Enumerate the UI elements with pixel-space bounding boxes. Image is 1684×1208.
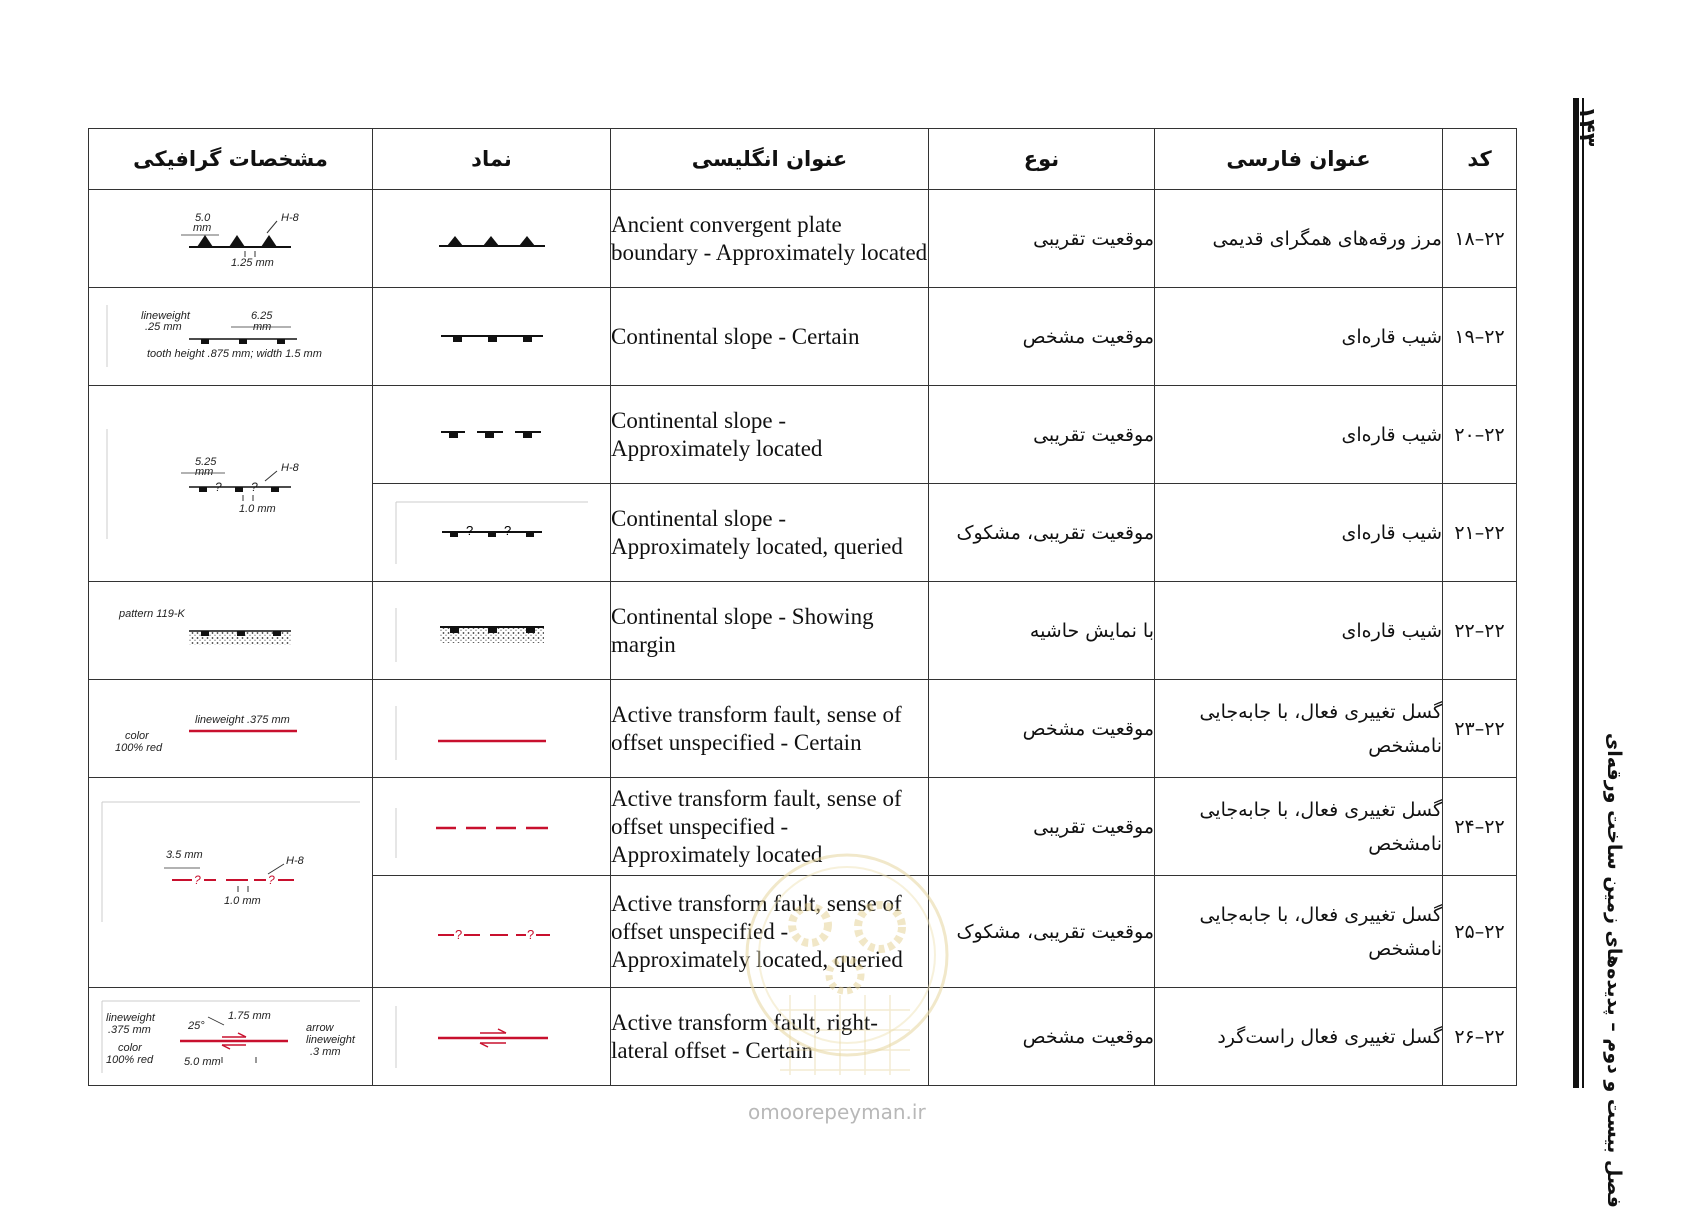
symbol-continental-slope-approx	[437, 420, 547, 450]
type-cell: موقعیت تقریبی	[929, 778, 1155, 876]
spec-label: 5.0	[194, 211, 210, 224]
query-mark: ?	[214, 479, 222, 494]
spec-label: .3 mm	[309, 1045, 341, 1058]
header-symbol: نماد	[373, 129, 611, 190]
table-row	[89, 778, 1517, 876]
table-row	[89, 288, 1517, 386]
spec-label: 6.25	[250, 309, 272, 322]
table-row	[89, 988, 1517, 1086]
spec-label: 1.0 mm	[238, 502, 276, 515]
graphic-spec	[89, 988, 373, 1086]
spec-label: H-8	[285, 854, 304, 867]
symbol-cell	[373, 484, 611, 582]
type-cell: با نمایش حاشیه	[929, 582, 1155, 680]
persian-title: گسل تغییری فعال، با جابه‌جایی نامشخص	[1155, 778, 1443, 876]
symbol-cell	[373, 386, 611, 484]
persian-title: مرز ورقه‌های همگرای قدیمی	[1155, 190, 1443, 288]
persian-title: شیب قاره‌ای	[1155, 386, 1443, 484]
header-en-title: عنوان انگلیسی	[611, 129, 929, 190]
spec-label: arrow	[305, 1021, 334, 1034]
spec-label: 1.75 mm	[227, 1009, 271, 1022]
type-cell: موقعیت تقریبی، مشکوک	[929, 484, 1155, 582]
graphic-spec	[89, 582, 373, 680]
spec-label: color	[124, 729, 149, 742]
english-title: Continental slope - Showing margin	[611, 582, 929, 680]
spec-label: 100% red	[114, 741, 162, 754]
spec-label: lineweight	[105, 1011, 155, 1024]
symbol-transform-fault-right-lateral	[392, 1002, 592, 1072]
query-mark: ?	[503, 522, 511, 538]
symbol-transform-fault-certain	[392, 694, 592, 764]
page-number: ۱۴۳	[1574, 106, 1599, 147]
spec-diagram-23	[101, 689, 361, 769]
code-cell: ۲۲–۲۰	[1443, 386, 1517, 484]
code-cell: ۲۲–۲۲	[1443, 582, 1517, 680]
spec-label: 25°	[187, 1019, 205, 1032]
symbol-transform-fault-queried	[392, 897, 592, 967]
code-cell: ۲۲–۲۱	[1443, 484, 1517, 582]
spec-label: 1.25 mm	[230, 256, 274, 269]
table-row	[89, 190, 1517, 288]
code-cell: ۲۲–۲۵	[1443, 876, 1517, 988]
symbol-continental-slope-certain	[437, 322, 547, 352]
header-spec: مشخصات گرافیکی	[89, 129, 373, 190]
spec-diagram-22	[101, 591, 361, 671]
persian-title: گسل تغییری فعال راست‌گرد	[1155, 988, 1443, 1086]
code-cell: ۲۲–۱۸	[1443, 190, 1517, 288]
table-row	[89, 680, 1517, 778]
table-header-row	[89, 129, 1517, 190]
code-cell: ۲۲–۲۳	[1443, 680, 1517, 778]
type-cell: موقعیت تقریبی	[929, 386, 1155, 484]
spec-label: mm	[252, 320, 271, 333]
persian-title: شیب قاره‌ای	[1155, 484, 1443, 582]
spec-label: 5.0 mm	[183, 1055, 221, 1068]
query-mark: ?	[193, 872, 201, 887]
header-code: کد	[1443, 129, 1517, 190]
spec-label: lineweight	[140, 309, 190, 322]
symbol-transform-fault-approx	[392, 792, 592, 862]
query-mark: ?	[526, 926, 534, 942]
spec-label: 100% red	[105, 1053, 153, 1066]
code-cell: ۲۲–۲۶	[1443, 988, 1517, 1086]
site-watermark: omoorepeyman.ir	[748, 1100, 926, 1124]
spec-diagram-19	[101, 297, 361, 377]
persian-title: شیب قاره‌ای	[1155, 288, 1443, 386]
query-mark: ?	[250, 479, 258, 494]
english-title: Continental slope - Approximately located, queried	[611, 484, 929, 582]
spec-diagram-24-25	[96, 788, 366, 978]
margin-rule-thin	[1582, 98, 1584, 1088]
english-title: Active transform fault, sense of offset unspecified - Approximately located	[611, 778, 929, 876]
symbol-cell	[373, 190, 611, 288]
header-type: نوع	[929, 129, 1155, 190]
symbol-cell	[373, 778, 611, 876]
spec-label: 1.0 mm	[223, 894, 261, 907]
english-title: Ancient convergent plate boundary - Approximately located	[611, 190, 929, 288]
spec-diagram-26	[96, 997, 366, 1077]
type-cell: موقعیت مشخص	[929, 680, 1155, 778]
spec-label: .375 mm	[107, 1023, 151, 1036]
graphic-spec	[89, 288, 373, 386]
graphic-spec	[89, 386, 373, 582]
persian-title: گسل تغییری فعال، با جابه‌جایی نامشخص	[1155, 680, 1443, 778]
english-title: Continental slope - Certain	[611, 288, 929, 386]
symbol-cell	[373, 876, 611, 988]
query-mark: ?	[465, 522, 473, 538]
symbol-cell	[373, 680, 611, 778]
symbol-cell	[373, 288, 611, 386]
persian-title: گسل تغییری فعال، با جابه‌جایی نامشخص	[1155, 876, 1443, 988]
english-title: Continental slope - Approximately located	[611, 386, 929, 484]
spec-label: 3.5 mm	[165, 848, 203, 861]
symbol-ancient-convergent	[437, 224, 547, 254]
english-title: Active transform fault, sense of offset unspecified - Certain	[611, 680, 929, 778]
page-margin	[1569, 98, 1649, 1208]
graphic-spec	[89, 778, 373, 988]
symbol-cell	[373, 582, 611, 680]
spec-label: 5.25	[194, 455, 216, 468]
type-cell: موقعیت تقریبی، مشکوک	[929, 876, 1155, 988]
type-cell: موقعیت مشخص	[929, 988, 1155, 1086]
english-title: Active transform fault, sense of offset unspecified - Approximately located, queried	[611, 876, 929, 988]
spec-diagram-18	[101, 199, 361, 279]
symbol-continental-slope-margin	[392, 596, 592, 666]
query-mark: ?	[454, 926, 462, 942]
spec-label: .25 mm	[144, 320, 182, 333]
margin-rule-thick	[1573, 98, 1579, 1088]
symbol-continental-slope-queried	[392, 498, 592, 568]
header-fa-title: عنوان فارسی	[1155, 129, 1443, 190]
type-cell: موقعیت مشخص	[929, 288, 1155, 386]
graphic-spec	[89, 680, 373, 778]
spec-label: mm	[194, 465, 213, 478]
graphic-spec	[89, 190, 373, 288]
table-row	[89, 582, 1517, 680]
spec-label: H-8	[280, 211, 299, 224]
type-cell: موقعیت تقریبی	[929, 190, 1155, 288]
spec-label: tooth height .875 mm; width 1.5 mm	[146, 347, 322, 360]
spec-label: pattern 119-K	[118, 607, 185, 620]
spec-label: lineweight	[305, 1033, 355, 1046]
code-cell: ۲۲–۲۴	[1443, 778, 1517, 876]
table-row	[89, 386, 1517, 484]
persian-title: شیب قاره‌ای	[1155, 582, 1443, 680]
symbol-cell	[373, 988, 611, 1086]
spec-diagram-20-21	[101, 409, 361, 559]
spec-label: color	[117, 1041, 142, 1054]
spec-label: lineweight .375 mm	[194, 713, 290, 726]
code-cell: ۲۲–۱۹	[1443, 288, 1517, 386]
symbol-table	[88, 128, 1517, 1086]
chapter-title: فصل بیست و دوم – پدیده‌های زمین ساخت ورقه‌ای	[1603, 732, 1625, 1208]
spec-label: mm	[192, 221, 211, 234]
spec-label: H-8	[280, 461, 299, 474]
english-title: Active transform fault, right-lateral offset - Certain	[611, 988, 929, 1086]
query-mark: ?	[267, 872, 275, 887]
